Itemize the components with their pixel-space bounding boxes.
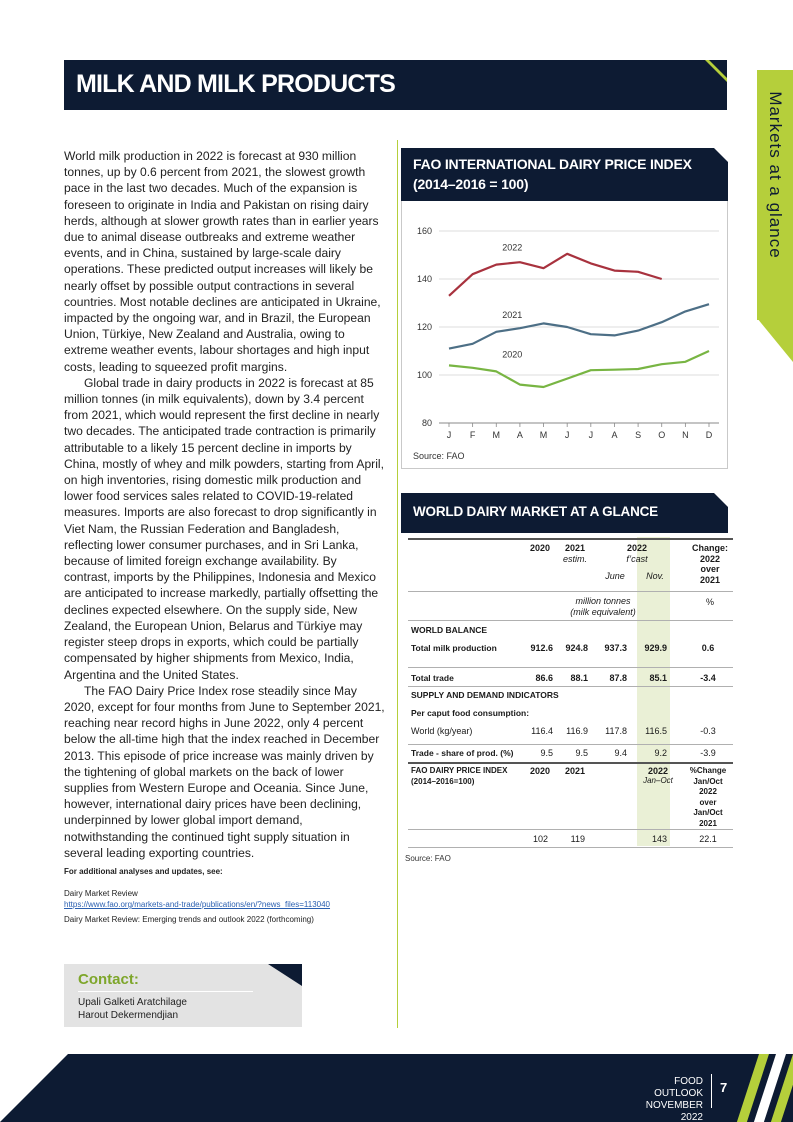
table-bottom-rule	[408, 847, 733, 848]
paragraph-production: World milk production in 2022 is forecast at 930 million tonnes, up by 0.6 percent from 2021, the slowest growth pace in the last two decades. Much of the expansion is foreseen to originate in India and Pakistan on rising dairy herds, although at slower growth rates than in earlier years due to animal disease outbreaks and extreme weather events, and in China, sustained by large-scale dairy operations. These predicted output increases will likely be nearly offset by possible output contractions in several countries. Most notable declines are anticipated in Ukraine, impacted by the ongoing war, and in Brazil, the European Union, Türkiye, New Zealand and Australia, owing to extreme weather events, labour shortages and high input costs, leading to squeezed profit margins.	[64, 149, 381, 374]
section-per-caput: Per caput food consumption:	[411, 708, 530, 718]
section-supply-demand: SUPPLY AND DEMAND INDICATORS	[411, 690, 559, 700]
series-label-2022: 2022	[502, 242, 523, 253]
chart-source: Source: FAO	[413, 451, 465, 461]
page-footer	[0, 1054, 793, 1122]
row-production-change: 0.6	[701, 643, 715, 653]
section-world-balance: WORLD BALANCE	[411, 625, 488, 635]
row-rule-2	[408, 686, 733, 687]
row-world-2020: 116.4	[531, 726, 553, 736]
col-nov: Nov.	[646, 571, 664, 581]
row-trade-nov: 85.1	[649, 673, 667, 683]
paragraph-price-index: The FAO Dairy Price Index rose steadily since May 2020, except for four months from June to September 2021, reaching near record highs in June 2022, only 4 percent below the all-time high that the index reached in December 2013. This episode of price increase was mainly driven by the tightening of global markets on the back of lower supplies from Western Europe and Oceania. Since June, however, international dairy prices have been declining, underpinned by lower global import demand, notwithstanding the continued tight supply situation in several leading exporting countries.	[64, 683, 385, 860]
units-pct: %	[705, 597, 714, 607]
row-trade-2020: 86.6	[535, 673, 553, 683]
x-tick-7: A	[611, 430, 618, 440]
index-value-2021: 119	[570, 834, 585, 844]
table-source: Source: FAO	[405, 854, 451, 863]
ref1-link[interactable]: https://www.fao.org/markets-and-trade/publications/en/?news_files=113040	[64, 900, 331, 909]
index-value-2020: 102	[532, 834, 548, 844]
row-trade-share-2020: 9.5	[540, 748, 553, 758]
header-rule	[408, 591, 733, 592]
chart-title	[413, 154, 692, 194]
index-value-2022: 143	[651, 834, 667, 844]
chart-title-line-1: FAO INTERNATIONAL DAIRY PRICE INDEX	[413, 156, 692, 172]
row-rule-3	[408, 744, 733, 745]
row-production-2020: 912.6	[530, 643, 553, 653]
x-tick-0: J	[446, 430, 452, 440]
row-trade-share-june: 9.4	[614, 748, 627, 758]
row-production-june: 937.3	[604, 643, 627, 653]
x-tick-1: F	[469, 430, 476, 440]
row-world-label: World (kg/year)	[411, 726, 473, 736]
row-production-2021: 924.8	[565, 643, 588, 653]
x-tick-4: M	[539, 430, 548, 440]
contact-names	[78, 996, 187, 1022]
index-col-change: %Change Jan/Oct 2022 over Jan/Oct 2021	[689, 766, 727, 828]
contact-label: Contact:	[78, 971, 139, 988]
row-trade-2021: 88.1	[570, 673, 588, 683]
col-2021: 2021	[564, 543, 586, 553]
x-tick-5: J	[564, 430, 570, 440]
index-col-2022: 2022	[647, 766, 669, 776]
row-trade-label: Total trade	[411, 673, 454, 683]
footer-line-2: NOVEMBER 2022	[645, 1100, 703, 1122]
col-june: June	[605, 571, 625, 581]
article-body	[64, 148, 386, 861]
x-tick-9: O	[658, 430, 666, 440]
title-banner	[64, 60, 727, 110]
index-top-rule	[408, 762, 733, 764]
paragraph-trade: Global trade in dairy products in 2022 is forecast at 85 million tonnes (in milk equivalents), down by 3.4 percent from 2021, which would represent the first decline in nearly two decades. The anticipated trade contraction is primarily attributable to a likely 15 percent decline in imports by China, mostly of whey and milk powders, starting from April, on high inventories, rising domestic milk production and lower food services sales related to COVID-19-related measures. Imports are also forecast to drop significantly in Viet Nam, the Russian Federation and Bangladesh, reflecting lower consumer purchases, and in Sri Lanka, because of limited foreign exchange availability. By contrast, imports by the Philippines, Indonesia and Mexico are anticipated to increase markedly, partially offsetting the declines expected elsewhere. On the supply side, New Zealand, the European Union, Belarus and Türkiye may register steep drops in exports, which could be partially compensated by higher shipments from Mexico, India, Argentina and the United States.	[64, 375, 384, 682]
series-line-2021	[449, 304, 709, 348]
table-title: WORLD DAIRY MARKET AT A GLANCE	[413, 504, 658, 519]
row-production-nov: 929.9	[644, 643, 667, 653]
row-world-nov: 116.5	[645, 726, 667, 736]
row-trade-change: -3.4	[700, 673, 716, 683]
contact-box	[64, 964, 302, 1027]
x-tick-2: M	[492, 430, 501, 440]
y-tick-80: 80	[421, 418, 432, 428]
row-trade-share-nov: 9.2	[654, 748, 667, 758]
table-header	[401, 493, 728, 533]
contact-name-1: Upali Galketi Aratchilage	[78, 997, 187, 1008]
index-col-2020: 2020	[529, 766, 551, 776]
index-col-2022-sub: Jan–Oct	[643, 776, 673, 785]
x-tick-8: S	[635, 430, 642, 440]
banner-corner-inner	[709, 60, 727, 78]
column-divider	[397, 140, 398, 1028]
ref2-title: Dairy Market Review: Emerging trends and outlook 2022 (forthcoming)	[64, 915, 314, 924]
y-tick-120: 120	[416, 322, 432, 332]
row-world-2021: 116.9	[566, 726, 588, 736]
x-tick-3: A	[516, 430, 523, 440]
page-title: MILK AND MILK PRODUCTS	[76, 70, 395, 98]
footer-wedge	[0, 1054, 68, 1122]
dairy-price-chart	[401, 201, 728, 451]
x-tick-6: J	[588, 430, 594, 440]
section-side-tab	[757, 70, 793, 320]
index-value-change: 22.1	[699, 834, 717, 844]
row-trade-share-label: Trade - share of prod. (%)	[411, 748, 514, 758]
index-row-rule	[408, 829, 733, 830]
contact-corner-accent	[268, 964, 302, 986]
index-label: FAO DAIRY PRICE INDEX (2014–2016=100)	[411, 766, 508, 786]
row-world-june: 117.8	[605, 726, 627, 736]
additional-resources	[64, 866, 394, 925]
row-trade-june: 87.8	[609, 673, 627, 683]
contact-divider	[78, 991, 253, 992]
units-label: million tonnes (milk equivalent)	[570, 596, 636, 617]
y-tick-100: 100	[416, 370, 432, 380]
series-label-2020: 2020	[502, 349, 523, 360]
footer-line-1: FOOD OUTLOOK	[654, 1076, 703, 1099]
units-rule	[408, 620, 733, 621]
row-trade-share-change: -3.9	[700, 748, 716, 758]
y-tick-140: 140	[416, 274, 432, 284]
series-line-2022	[449, 254, 662, 296]
side-tab-label: Markets at a glance	[766, 91, 785, 259]
chart-title-line-2: (2014–2016 = 100)	[413, 176, 529, 192]
chart-header	[401, 148, 728, 201]
table-top-rule	[408, 538, 733, 540]
index-col-2021: 2021	[564, 766, 586, 776]
chart-header-notch	[714, 148, 728, 162]
additional-heading: For additional analyses and updates, see:	[64, 867, 223, 876]
side-tab-point	[757, 318, 793, 362]
y-tick-160: 160	[416, 226, 432, 236]
col-change: Change: 2022 over 2021	[692, 543, 728, 585]
row-production-label: Total milk production	[411, 643, 497, 653]
series-label-2021: 2021	[502, 309, 523, 320]
x-tick-10: N	[682, 430, 689, 440]
row-trade-share-2021: 9.5	[575, 748, 588, 758]
row-world-change: -0.3	[700, 726, 716, 736]
page-number: 7	[720, 1080, 728, 1095]
x-tick-11: D	[705, 430, 713, 440]
col-2022: 2022	[626, 543, 648, 553]
col-2020: 2020	[529, 543, 551, 553]
footer-separator	[711, 1074, 712, 1108]
ref1-title: Dairy Market Review	[64, 889, 138, 898]
row-rule-1	[408, 667, 733, 668]
footer-publication	[625, 1076, 703, 1122]
col-2021-sub: estim.	[562, 554, 587, 564]
col-2022-sub: f’cast	[626, 554, 648, 564]
table-header-notch	[714, 493, 728, 507]
contact-name-2: Harout Dekermendjian	[78, 1010, 179, 1021]
series-line-2020	[449, 351, 709, 387]
